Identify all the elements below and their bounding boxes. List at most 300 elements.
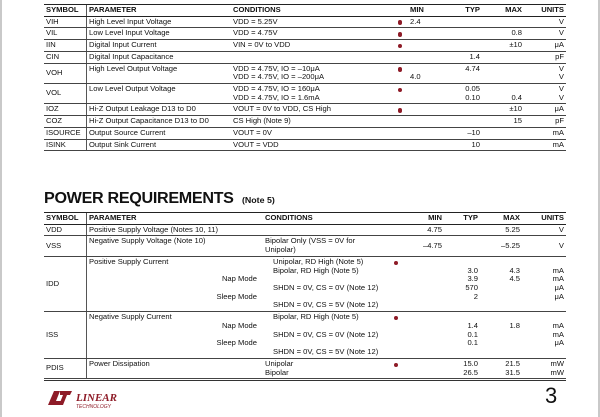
cell-line: 1.4 xyxy=(469,51,480,61)
cell-line: V xyxy=(558,84,564,94)
header-parameter: PARAMETER xyxy=(87,5,232,17)
table-row xyxy=(44,312,566,359)
units-cell xyxy=(524,127,566,139)
conditions-cell xyxy=(231,104,392,116)
mode-label: Sleep Mode xyxy=(216,338,257,348)
digital-io-table-container xyxy=(44,4,566,151)
table-row xyxy=(44,28,566,40)
cell-line xyxy=(446,226,478,235)
parameter-cell: Digital Input Current xyxy=(87,40,232,52)
cell-line xyxy=(446,242,478,251)
symbol-cell: CIN xyxy=(44,51,87,63)
spec-range-dot-icon xyxy=(398,32,403,37)
cell-line: mA xyxy=(552,127,564,137)
conditions-cell xyxy=(231,28,392,40)
spec-range-dot-icon xyxy=(398,20,403,25)
max-cell xyxy=(482,40,524,52)
cell-line: μA xyxy=(554,283,564,293)
header-max: MAX xyxy=(480,213,522,225)
table-row xyxy=(44,63,566,83)
max-cell xyxy=(482,84,524,104)
typ-cell xyxy=(444,236,480,256)
max-cell xyxy=(482,51,524,63)
conditions-cell xyxy=(231,139,392,151)
cell-line: μA xyxy=(554,338,564,348)
min-cell xyxy=(408,116,446,128)
dot-cell xyxy=(392,63,408,83)
typ-cell xyxy=(446,127,482,139)
cell-line: mA xyxy=(552,139,564,149)
cell-line: 4.3 xyxy=(509,265,520,275)
cell-line xyxy=(448,73,480,82)
parameter-cell: Low Level Output Voltage xyxy=(87,84,232,104)
condition-text: SHDN = 0V, CS = 5V (Note 12) xyxy=(273,300,379,310)
parameter-cell: Positive Supply Current xyxy=(87,256,264,311)
conditions-cell xyxy=(231,127,392,139)
condition-text: SHDN = 0V, CS = 5V (Note 12) xyxy=(273,347,379,357)
conditions-cell xyxy=(231,16,392,28)
units-cell xyxy=(524,63,566,83)
cell-line xyxy=(410,85,444,94)
cell-line: VIN = 0V to VDD xyxy=(233,40,291,50)
min-cell xyxy=(408,51,446,63)
cell-line xyxy=(484,129,522,138)
dot-cell xyxy=(392,84,408,104)
linear-technology-logo xyxy=(46,385,146,411)
parameter-cell: Negative Supply Voltage (Note 10) xyxy=(87,236,264,256)
conditions-cell xyxy=(263,224,388,236)
cell-line: 0.05 xyxy=(465,84,480,94)
min-cell xyxy=(404,236,444,256)
symbol-cell: VOL xyxy=(44,84,87,104)
header-typ: TYP xyxy=(444,213,480,225)
min-cell xyxy=(408,104,446,116)
max-cell xyxy=(480,358,522,378)
cell-line: 15 xyxy=(513,116,522,126)
header-row xyxy=(44,213,566,225)
cell-line xyxy=(410,129,444,138)
header-units: UNITS xyxy=(522,213,566,225)
section-note: (Note 5) xyxy=(241,195,275,205)
mode-label: Sleep Mode xyxy=(216,291,257,301)
spec-range-dot-icon xyxy=(398,67,403,72)
cell-line: 2.4 xyxy=(410,16,421,26)
cell-line: μA xyxy=(554,104,564,114)
cell-line xyxy=(410,117,444,126)
cell-line: 5.25 xyxy=(505,224,520,234)
header-row xyxy=(44,5,566,17)
min-cell xyxy=(408,84,446,104)
cell-line: 0.4 xyxy=(511,92,522,102)
dot-cell xyxy=(392,51,408,63)
cell-line xyxy=(410,29,444,38)
cell-line xyxy=(265,226,386,235)
cell-line: 2 xyxy=(473,291,478,301)
header-symbol: SYMBOL xyxy=(44,5,87,17)
table-row xyxy=(44,224,566,236)
conditions-cell xyxy=(263,358,388,378)
condition-text: Unipolar, RD High (Note 5) xyxy=(273,256,364,266)
cell-line xyxy=(482,331,520,340)
condition-text: Bipolar, RD High (Note 5) xyxy=(273,265,359,275)
conditions-cell xyxy=(231,84,392,104)
dot-cell xyxy=(392,40,408,52)
header-conditions: CONDITIONS xyxy=(263,213,388,225)
cell-line: Bipolar Only (VSS = 0V for Unipolar) xyxy=(265,236,356,255)
section-heading xyxy=(44,190,275,208)
cell-line xyxy=(406,369,442,378)
conditions-cell xyxy=(216,312,388,359)
table-body xyxy=(44,16,566,151)
cell-line: VDD = 4.75V, IO = –200μA xyxy=(233,72,325,82)
cell-line: μA xyxy=(554,40,564,50)
logo-sub-text: TECHNOLOGY xyxy=(76,404,112,410)
typ-cell xyxy=(446,51,482,63)
cell-line xyxy=(484,141,522,150)
cell-line xyxy=(410,141,444,150)
condition-text: SHDN = 0V, CS = 0V (Note 12) xyxy=(273,329,379,339)
cell-line: VDD = 4.75V, IO = 1.6mA xyxy=(233,92,320,102)
units-cell xyxy=(522,236,566,256)
spec-range-dot-icon xyxy=(398,108,403,113)
table-row xyxy=(44,104,566,116)
cell-line xyxy=(448,41,480,50)
spec-range-dot-icon xyxy=(398,88,403,93)
table-header xyxy=(44,213,566,225)
symbol-cell: VDD xyxy=(44,224,87,236)
header-parameter: PARAMETER xyxy=(87,213,264,225)
header-max: MAX xyxy=(482,5,524,17)
cell-line: 3.0 xyxy=(467,265,478,275)
cell-line xyxy=(484,53,522,62)
cell-line: VOUT = 0V to VDD, CS High xyxy=(233,104,331,114)
units-cell xyxy=(524,104,566,116)
cell-line: VDD = 4.75V, IO = –10μA xyxy=(233,63,320,73)
typ-cell xyxy=(446,139,482,151)
conditions-cell xyxy=(231,40,392,52)
min-cell xyxy=(404,256,444,311)
header-dot xyxy=(388,213,404,225)
cell-line xyxy=(484,65,522,74)
units-cell xyxy=(522,224,566,236)
logo-main-text: LINEAR xyxy=(76,392,117,404)
parameter-cell: Low Level Input Voltage xyxy=(87,28,232,40)
symbol-cell: ISINK xyxy=(44,139,87,151)
condition-line xyxy=(221,274,386,293)
dot-cell xyxy=(392,127,408,139)
cell-line: 1.8 xyxy=(509,320,520,330)
min-cell xyxy=(408,139,446,151)
cell-line: 0.1 xyxy=(467,338,478,348)
units-cell xyxy=(524,84,566,104)
digital-io-spec-table xyxy=(44,4,566,151)
cell-line: CS High (Note 9) xyxy=(233,116,291,126)
table-row xyxy=(44,51,566,63)
cell-line xyxy=(482,339,520,348)
max-cell xyxy=(482,16,524,28)
header-units: UNITS xyxy=(524,5,566,17)
condition-line xyxy=(216,291,386,310)
min-cell xyxy=(408,40,446,52)
cell-line xyxy=(448,18,480,27)
parameter-cell: Hi-Z Output Leakage D13 to D0 xyxy=(87,104,232,116)
parameter-cell: Power Dissipation xyxy=(87,358,264,378)
units-cell xyxy=(522,256,566,311)
condition-line xyxy=(265,267,386,276)
table-row xyxy=(44,139,566,151)
min-cell xyxy=(404,358,444,378)
typ-cell xyxy=(446,28,482,40)
units-cell xyxy=(522,312,566,359)
symbol-cell: VIH xyxy=(44,16,87,28)
cell-line xyxy=(484,18,522,27)
cell-line: Unipolar xyxy=(265,358,294,368)
dot-cell xyxy=(392,28,408,40)
cell-line: V xyxy=(558,16,564,26)
cell-line xyxy=(410,94,444,103)
cell-line xyxy=(448,29,480,38)
max-cell xyxy=(482,139,524,151)
cell-line: VOUT = VDD xyxy=(233,139,279,149)
cell-line: –10 xyxy=(467,127,480,137)
spec-range-dot-icon xyxy=(394,316,399,321)
cell-line: V xyxy=(558,28,564,38)
dot-cell xyxy=(388,224,404,236)
units-cell xyxy=(524,116,566,128)
cell-line: 31.5 xyxy=(505,367,520,377)
symbol-cell: ISS xyxy=(44,312,87,359)
parameter-cell: Digital Input Capacitance xyxy=(87,51,232,63)
min-cell xyxy=(408,63,446,83)
min-cell xyxy=(408,28,446,40)
cell-line xyxy=(410,41,444,50)
conditions-cell xyxy=(216,256,388,311)
symbol-cell: COZ xyxy=(44,116,87,128)
cell-line: V xyxy=(558,240,564,250)
condition-line xyxy=(221,320,386,339)
cell-line: 4.0 xyxy=(410,72,421,82)
cell-line: mA xyxy=(552,320,564,330)
cell-line xyxy=(233,53,390,62)
mode-label: Nap Mode xyxy=(221,274,257,284)
cell-line xyxy=(406,331,442,340)
typ-cell xyxy=(446,104,482,116)
cell-line: 0.1 xyxy=(467,329,478,339)
typ-cell xyxy=(446,40,482,52)
conditions-cell xyxy=(231,63,392,83)
header-typ: TYP xyxy=(446,5,482,17)
section-title: POWER REQUIREMENTS xyxy=(44,190,234,207)
spec-range-dot-icon xyxy=(394,363,399,368)
cell-line xyxy=(482,284,520,293)
cell-line: ±10 xyxy=(509,104,522,114)
cell-line xyxy=(484,73,522,82)
cell-line xyxy=(406,275,442,284)
table-row xyxy=(44,256,566,311)
parameter-cell: Hi-Z Output Capacitance D13 to D0 xyxy=(87,116,232,128)
cell-line xyxy=(406,284,442,293)
parameter-cell: Output Sink Current xyxy=(87,139,232,151)
table-header xyxy=(44,5,566,17)
cell-line: 21.5 xyxy=(505,358,520,368)
max-cell xyxy=(480,224,522,236)
parameter-cell: Positive Supply Voltage (Notes 10, 11) xyxy=(87,224,264,236)
dot-cell xyxy=(392,116,408,128)
cell-line: V xyxy=(558,92,564,102)
table-body xyxy=(44,224,566,379)
cell-line: μA xyxy=(554,291,564,301)
max-cell xyxy=(480,312,522,359)
parameter-cell: Output Source Current xyxy=(87,127,232,139)
max-cell xyxy=(480,256,522,311)
footer-rule xyxy=(44,380,566,381)
units-cell xyxy=(524,28,566,40)
typ-cell xyxy=(446,63,482,83)
min-cell xyxy=(408,127,446,139)
min-cell xyxy=(408,16,446,28)
units-cell xyxy=(524,139,566,151)
units-cell xyxy=(524,40,566,52)
cell-line: 4.74 xyxy=(465,63,480,73)
cell-line: 10 xyxy=(471,139,480,149)
dot-cell xyxy=(388,256,404,311)
mode-label: Nap Mode xyxy=(221,320,257,330)
symbol-cell: IOZ xyxy=(44,104,87,116)
max-cell xyxy=(482,104,524,116)
cell-line: 570 xyxy=(465,283,478,293)
cell-line xyxy=(448,105,480,114)
cell-line xyxy=(406,267,442,276)
table-row xyxy=(44,40,566,52)
min-cell xyxy=(404,312,444,359)
units-cell xyxy=(524,16,566,28)
power-table-container xyxy=(44,212,566,379)
dot-cell xyxy=(392,16,408,28)
table-row xyxy=(44,16,566,28)
power-requirements-table xyxy=(44,212,566,379)
cell-line: Bipolar xyxy=(265,367,289,377)
header-dot xyxy=(392,5,408,17)
dot-cell xyxy=(392,104,408,116)
parameter-cell: High Level Input Voltage xyxy=(87,16,232,28)
table-row xyxy=(44,236,566,256)
page-number: 3 xyxy=(545,383,558,408)
typ-cell xyxy=(444,358,480,378)
cell-line xyxy=(482,293,520,302)
cell-line xyxy=(406,360,442,369)
symbol-cell: VOH xyxy=(44,63,87,83)
symbol-cell: PDIS xyxy=(44,358,87,378)
cell-line: –5.25 xyxy=(500,240,520,250)
table-row xyxy=(44,84,566,104)
header-conditions: CONDITIONS xyxy=(231,5,392,17)
symbol-cell: VSS xyxy=(44,236,87,256)
cell-line: mA xyxy=(552,274,564,284)
condition-line xyxy=(216,338,386,357)
cell-line: VOUT = 0V xyxy=(233,127,272,137)
max-cell xyxy=(482,63,524,83)
conditions-cell xyxy=(263,236,388,256)
symbol-cell: IIN xyxy=(44,40,87,52)
conditions-cell xyxy=(231,116,392,128)
header-symbol: SYMBOL xyxy=(44,213,87,225)
units-cell xyxy=(524,51,566,63)
min-cell xyxy=(404,224,444,236)
cell-line: VDD = 5.25V xyxy=(233,16,278,26)
cell-line: V xyxy=(558,72,564,82)
typ-cell xyxy=(444,256,480,311)
spec-range-dot-icon xyxy=(398,44,403,49)
cell-line: 3.9 xyxy=(467,274,478,284)
cell-line: 26.5 xyxy=(463,367,478,377)
cell-line: 4.5 xyxy=(509,274,520,284)
typ-cell xyxy=(444,224,480,236)
parameter-cell: Negative Supply Current xyxy=(87,312,264,359)
dot-cell xyxy=(392,139,408,151)
header-min: MIN xyxy=(408,5,446,17)
cell-line: V xyxy=(558,224,564,234)
cell-line: VDD = 4.75V xyxy=(233,28,278,38)
cell-line: mW xyxy=(550,358,564,368)
cell-line xyxy=(410,53,444,62)
cell-line xyxy=(406,293,442,302)
symbol-cell: ISOURCE xyxy=(44,127,87,139)
cell-line: ±10 xyxy=(509,40,522,50)
max-cell xyxy=(482,28,524,40)
typ-cell xyxy=(446,84,482,104)
cell-line xyxy=(448,117,480,126)
cell-line: VDD = 4.75V, IO = 160μA xyxy=(233,84,320,94)
dot-cell xyxy=(388,312,404,359)
table-row xyxy=(44,358,566,378)
cell-line: –4.75 xyxy=(422,240,442,250)
cell-line xyxy=(410,105,444,114)
typ-cell xyxy=(444,312,480,359)
parameter-cell: High Level Output Voltage xyxy=(87,63,232,83)
units-cell xyxy=(522,358,566,378)
max-cell xyxy=(482,116,524,128)
cell-line xyxy=(406,322,442,331)
cell-line xyxy=(406,339,442,348)
cell-line: 15.0 xyxy=(463,358,478,368)
condition-text: SHDN = 0V, CS = 0V (Note 12) xyxy=(273,283,379,293)
condition-text: Bipolar, RD High (Note 5) xyxy=(273,312,359,322)
dot-cell xyxy=(388,236,404,256)
max-cell xyxy=(482,127,524,139)
cell-line: mA xyxy=(552,329,564,339)
cell-line: 0.8 xyxy=(511,28,522,38)
dot-cell xyxy=(388,358,404,378)
cell-line: 1.4 xyxy=(467,320,478,330)
table-row xyxy=(44,127,566,139)
table-row xyxy=(44,116,566,128)
cell-line: 0.10 xyxy=(465,92,480,102)
condition-line xyxy=(265,313,386,322)
conditions-cell xyxy=(231,51,392,63)
max-cell xyxy=(480,236,522,256)
page-frame-left xyxy=(0,0,2,417)
cell-line: mW xyxy=(550,367,564,377)
symbol-cell: IDD xyxy=(44,256,87,311)
header-min: MIN xyxy=(404,213,444,225)
symbol-cell: VIL xyxy=(44,28,87,40)
cell-line: mA xyxy=(552,265,564,275)
typ-cell xyxy=(446,16,482,28)
cell-line: pF xyxy=(555,116,564,126)
cell-line: V xyxy=(558,63,564,73)
spec-range-dot-icon xyxy=(394,261,399,266)
cell-line: pF xyxy=(555,51,564,61)
